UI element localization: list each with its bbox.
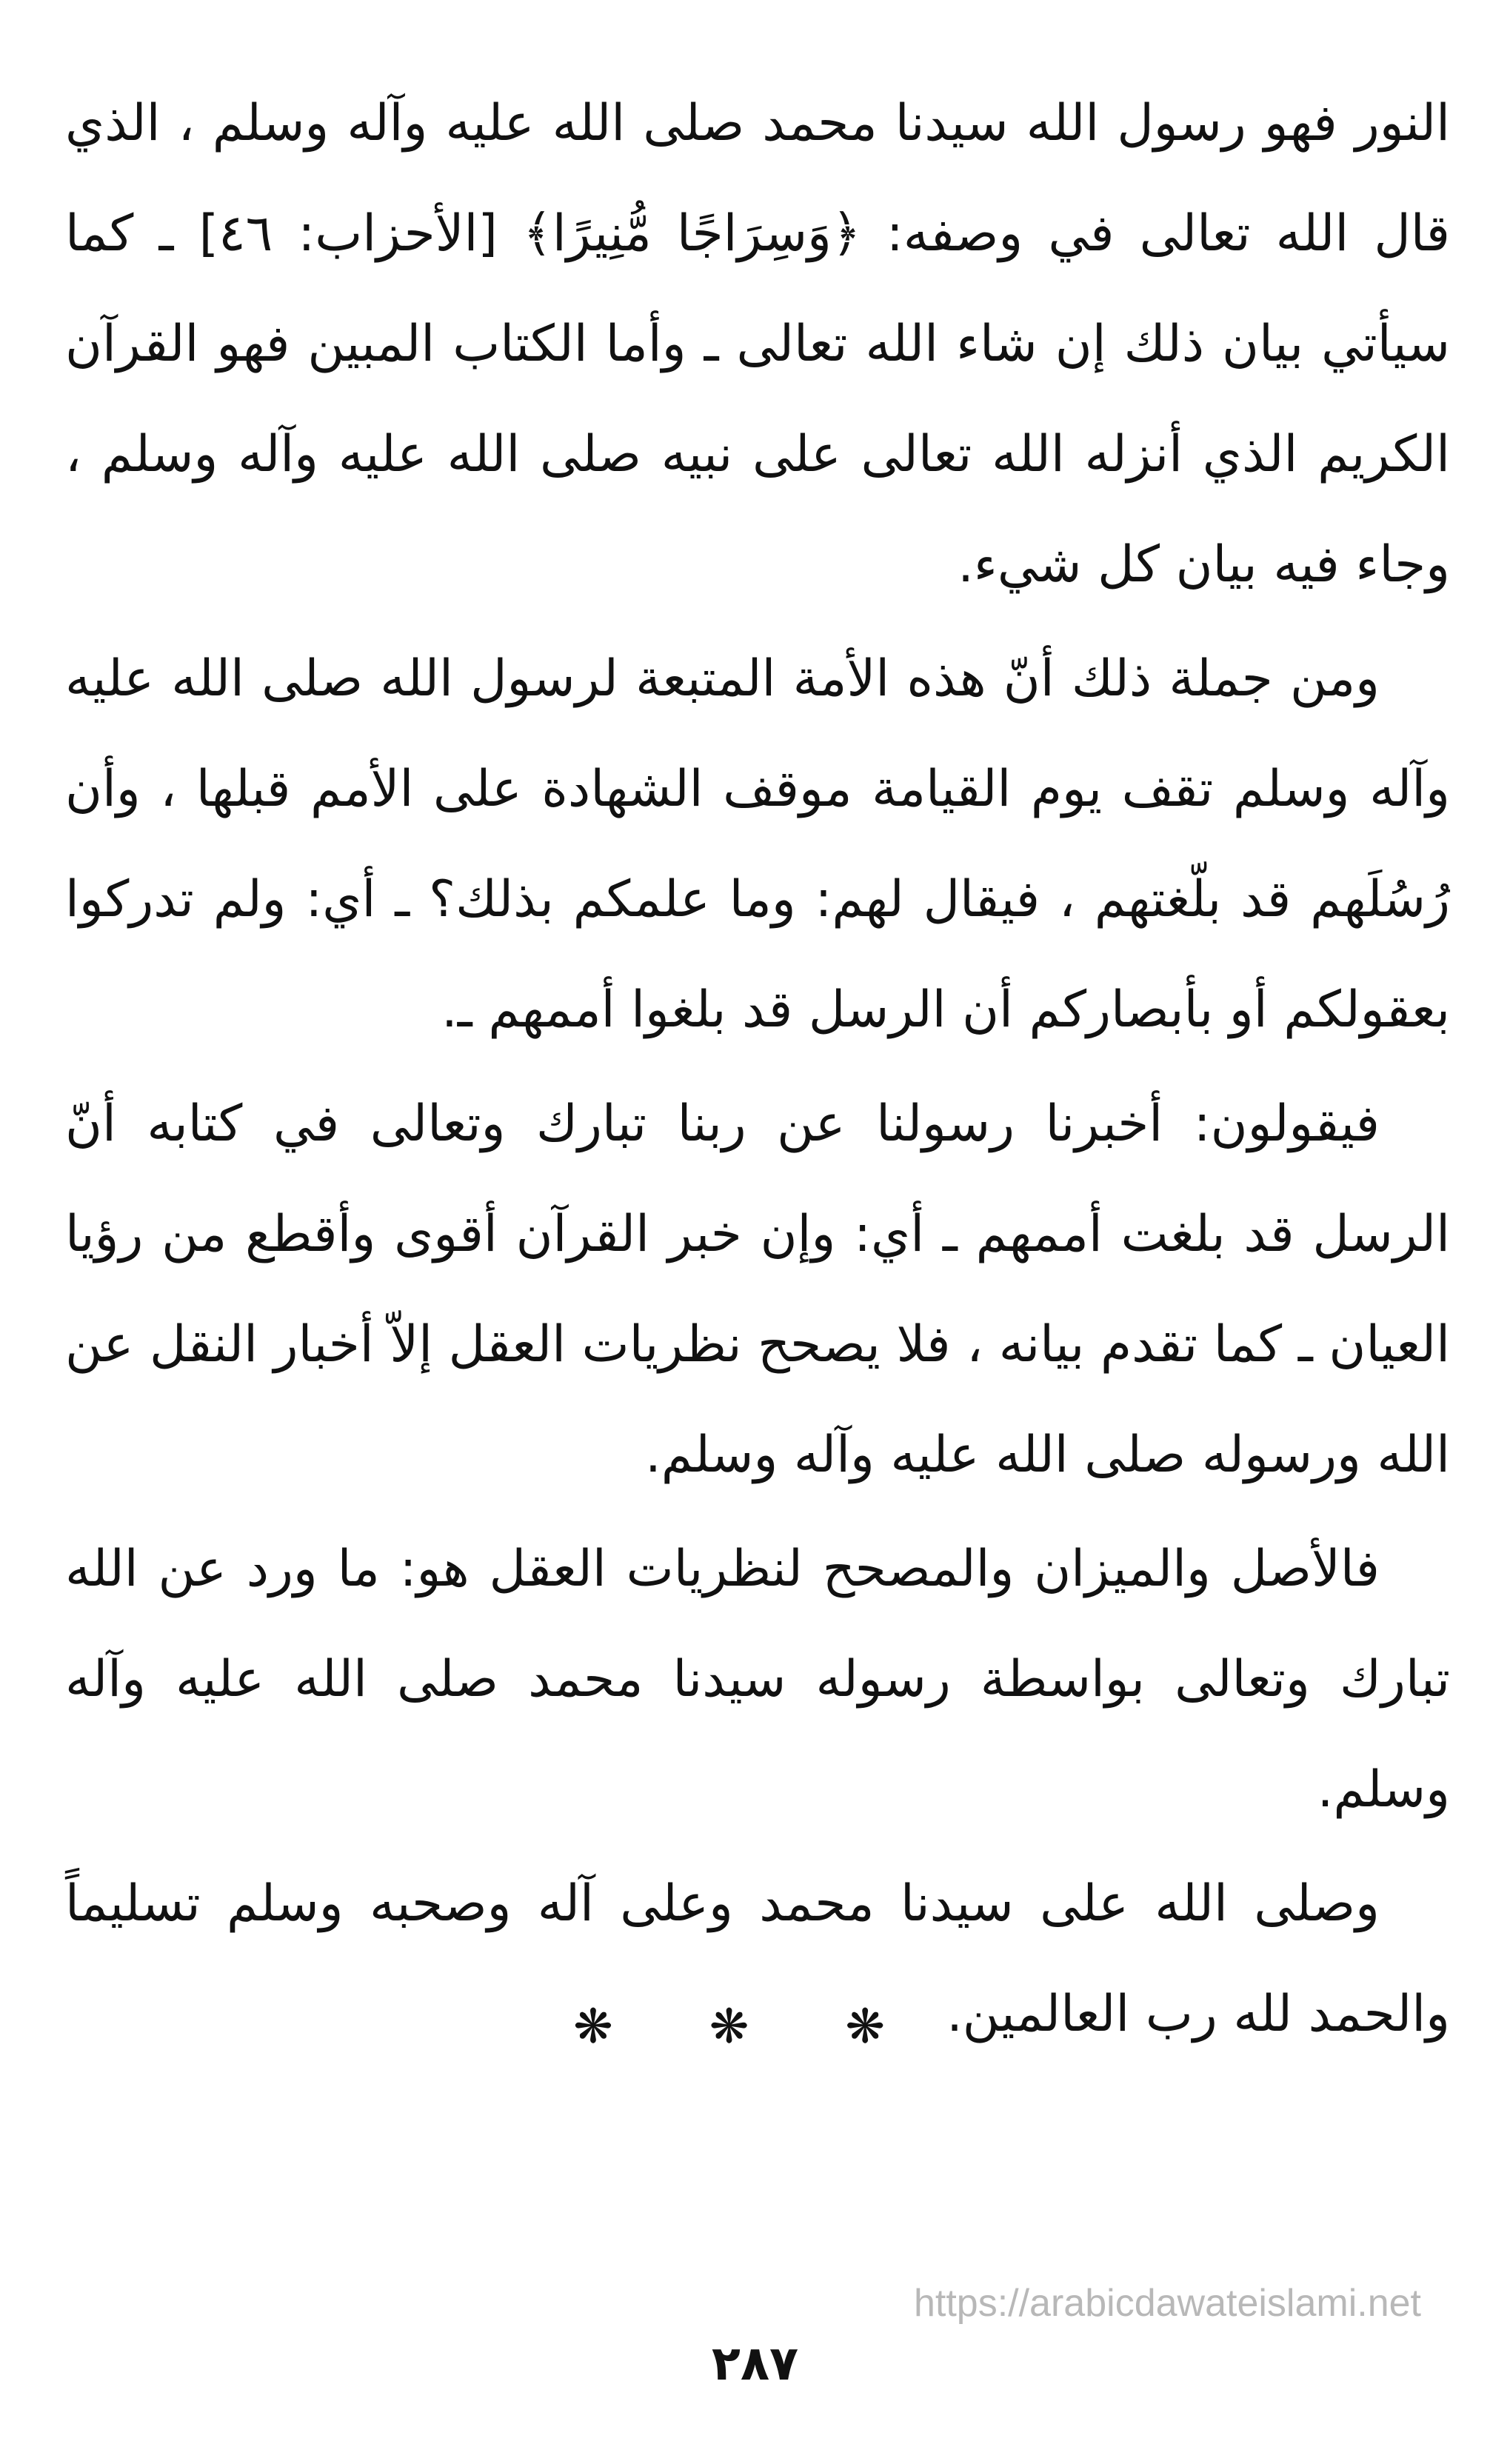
paragraph-2: ومن جملة ذلك أنّ هذه الأمة المتبعة لرسول الله صلى الله عليه وآله وسلم تقف يوم القيامة موقف الشهادة على الأمم قبلها ، وأن رُسُلَهم قد بلّغتهم ، فيقال لهم: وما علمكم بذلك؟ ـ أي: ولم تدركوا بعقولكم أو بأبصاركم أن الرسل قد بلغوا أممهم ـ. <box>65 650 1450 1039</box>
page-body <box>65 68 1450 2069</box>
paragraph-4: فالأصل والميزان والمصحح لنظريات العقل هو: ما ورد عن الله تبارك وتعالى بواسطة رسوله سيدنا محمد صلى الله عليه وآله وسلم. <box>65 1540 1450 1819</box>
asterism-icon: ❋ <box>573 2000 665 2054</box>
watermark-url: https://arabicdawateislami.net <box>913 2282 1421 2325</box>
asterism-icon: ❋ <box>845 2000 937 2054</box>
asterism-icon: ❋ <box>709 2000 801 2054</box>
paragraph-5: وصلى الله على سيدنا محمد وعلى آله وصحبه وسلم تسليماً والحمد لله رب العالمين. <box>65 1874 1450 2043</box>
paragraph-1: النور فهو رسول الله سيدنا محمد صلى الله عليه وآله وسلم ، الذي قال الله تعالى في وصفه: ﴿وَسِرَاجًا مُّنِيرًا﴾ [الأحزاب: ٤٦] ـ كما سيأتي بيان ذلك إن شاء الله تعالى ـ وأما الكتاب المبين فهو القرآن الكريم الذي أنزله الله تعالى على نبيه صلى الله عليه وآله وسلم ، وجاء فيه بيان كل شيء. <box>65 94 1450 594</box>
section-separator <box>0 2000 1510 2054</box>
page-number: ٢٨٧ <box>711 2337 799 2391</box>
paragraph-3: فيقولون: أخبرنا رسولنا عن ربنا تبارك وتعالى في كتابه أنّ الرسل قد بلغت أممهم ـ أي: وإن خبر القرآن أقوى وأقطع من رؤيا العيان ـ كما تقدم بيانه ، فلا يصحح نظريات العقل إلاّ أخبار النقل عن الله ورسوله صلى الله عليه وآله وسلم. <box>65 1095 1450 1484</box>
